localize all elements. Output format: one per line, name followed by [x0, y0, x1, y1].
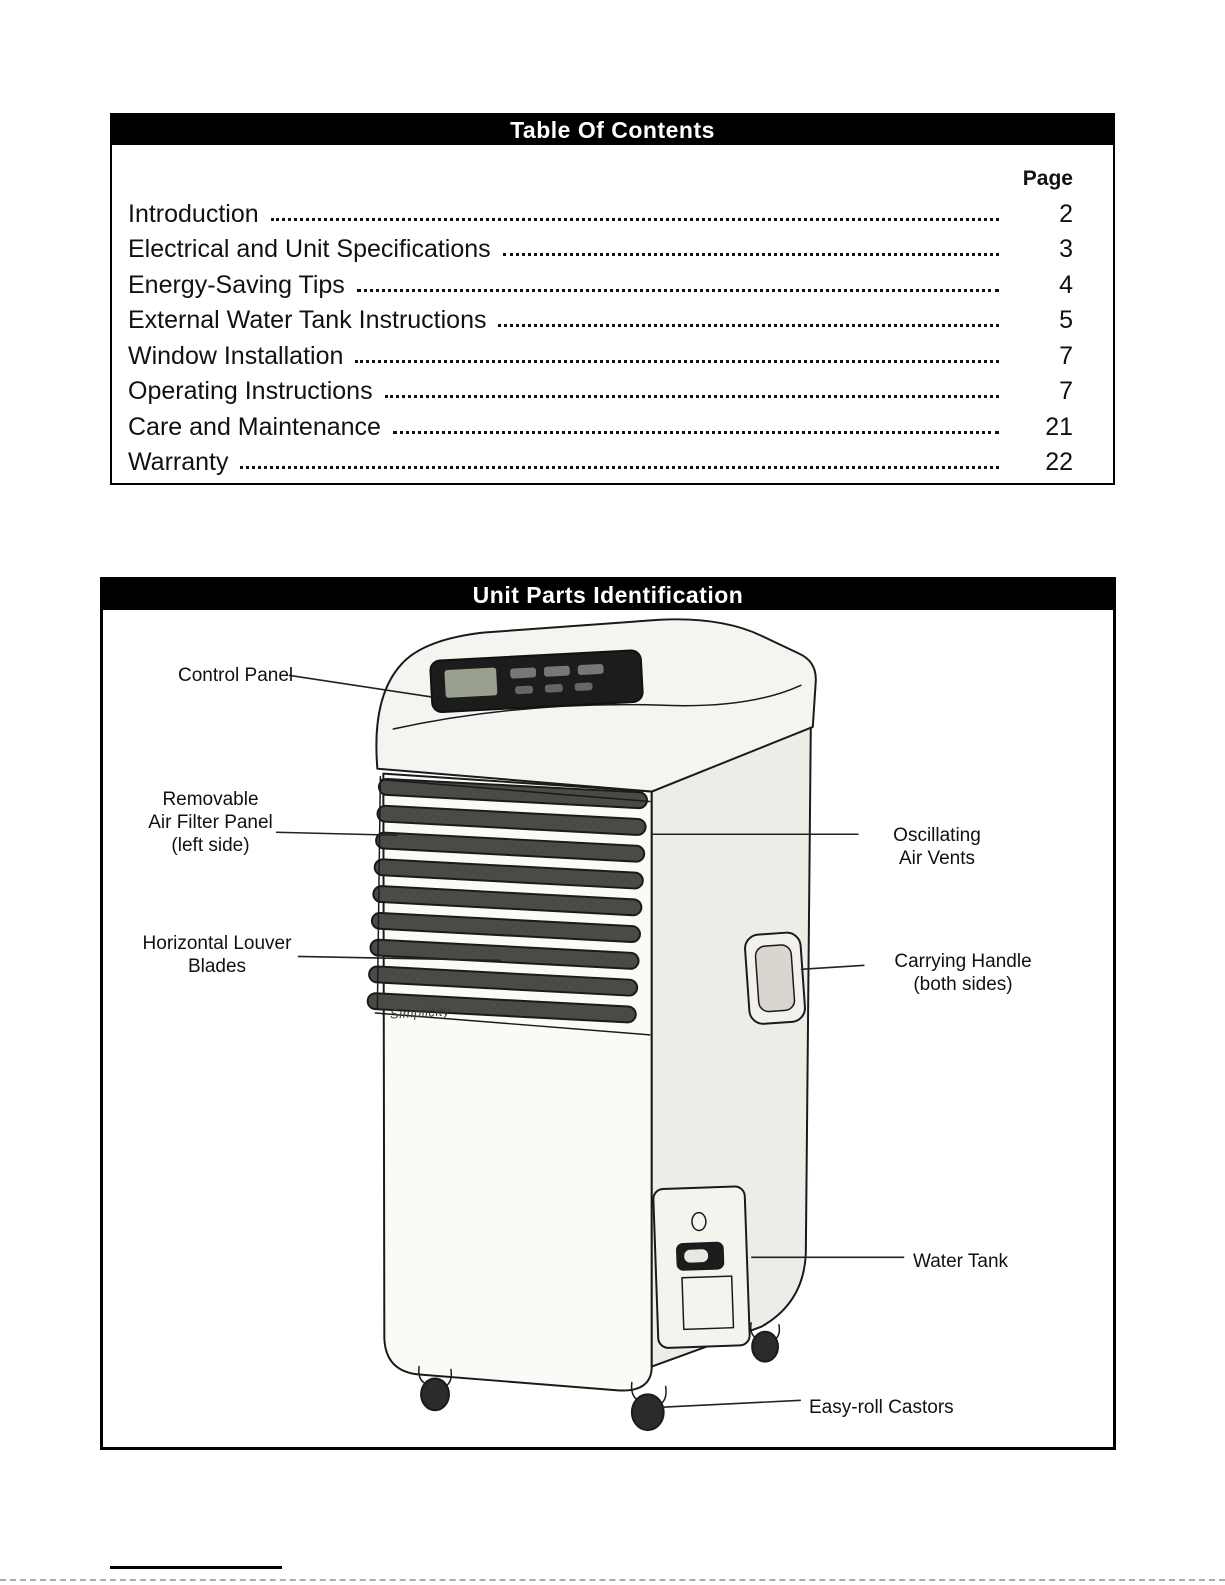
- parts-header-title: Unit Parts Identification: [472, 582, 744, 608]
- toc-entry-label: Electrical and Unit Specifications: [128, 235, 491, 263]
- carrying-handle-drawing: [744, 932, 806, 1025]
- label-line: Oscillating: [893, 825, 981, 846]
- toc-dot-leader: [503, 253, 999, 256]
- label-line: Control Panel: [178, 665, 294, 686]
- toc-entry-page: 2: [1059, 199, 1073, 228]
- toc-row: [128, 306, 1073, 334]
- toc-header-title: Table Of Contents: [510, 117, 715, 143]
- toc-entry-label: Operating Instructions: [128, 377, 373, 405]
- label-line: (both sides): [913, 974, 1013, 995]
- toc-dot-leader: [355, 360, 999, 363]
- toc-row: [128, 199, 1073, 228]
- toc-row: [128, 448, 1073, 476]
- toc-row: [128, 270, 1073, 299]
- water-tank-drawing: [653, 1186, 750, 1348]
- toc-entry-page: 4: [1059, 270, 1073, 299]
- page-edge-dashes: [0, 1579, 1225, 1581]
- toc-entry-page: 3: [1059, 235, 1073, 263]
- label-line: (left side): [171, 835, 250, 856]
- toc-entry-label: Energy-Saving Tips: [128, 270, 345, 299]
- footer-rule: [110, 1566, 282, 1569]
- toc-dot-leader: [271, 218, 999, 221]
- toc-row: [128, 377, 1073, 405]
- label-line: Air Filter Panel: [148, 812, 273, 833]
- handle-line: [801, 965, 865, 969]
- toc-entry-label: Introduction: [128, 199, 259, 228]
- label-line: Water Tank: [913, 1251, 1009, 1272]
- toc-entry-label: Warranty: [128, 448, 229, 476]
- toc-entry-page: 21: [1045, 412, 1073, 441]
- label-line: Removable: [162, 789, 259, 810]
- label-line: Horizontal Louver: [142, 933, 292, 954]
- unit-diagram: [103, 580, 1113, 1447]
- toc-dot-leader: [385, 395, 999, 398]
- label-castors: [809, 1396, 979, 1419]
- unit-parts-box: [100, 577, 1116, 1450]
- label-louver: [127, 932, 307, 978]
- toc-entry-page: 22: [1045, 448, 1073, 476]
- toc-entry-page: 5: [1059, 306, 1073, 334]
- label-air-filter: [123, 788, 298, 857]
- toc-dot-leader: [357, 289, 999, 292]
- toc-header-bar: [112, 115, 1113, 145]
- label-oscillating: [867, 824, 1007, 870]
- toc-row: [128, 235, 1073, 263]
- parts-header-bar: [103, 580, 1113, 610]
- label-handle: [873, 950, 1053, 996]
- toc-entry-label: Care and Maintenance: [128, 412, 381, 441]
- label-line: Easy-roll Castors: [809, 1397, 954, 1418]
- control-panel-drawing: [430, 650, 643, 713]
- toc-dot-leader: [393, 431, 999, 434]
- toc-dot-leader: [240, 466, 999, 469]
- toc-entry-page: 7: [1059, 377, 1073, 405]
- label-line: Carrying Handle: [894, 951, 1032, 972]
- castors-line: [660, 1400, 801, 1407]
- toc-entry-page: 7: [1059, 341, 1073, 370]
- toc-body: [112, 167, 1113, 475]
- label-line: Blades: [187, 956, 247, 977]
- toc-row: [128, 341, 1073, 370]
- label-control-panel: [178, 664, 298, 687]
- toc-row: [128, 412, 1073, 441]
- page-column-label: Page: [1022, 167, 1073, 190]
- toc-entry-label: Window Installation: [128, 341, 344, 370]
- label-line: Air Vents: [898, 848, 976, 869]
- toc-entry-label: External Water Tank Instructions: [128, 306, 487, 334]
- table-of-contents-box: [110, 113, 1115, 485]
- brand-logo: Simplicity: [389, 1003, 451, 1022]
- label-water-tank: [913, 1250, 1043, 1273]
- toc-dot-leader: [498, 324, 999, 327]
